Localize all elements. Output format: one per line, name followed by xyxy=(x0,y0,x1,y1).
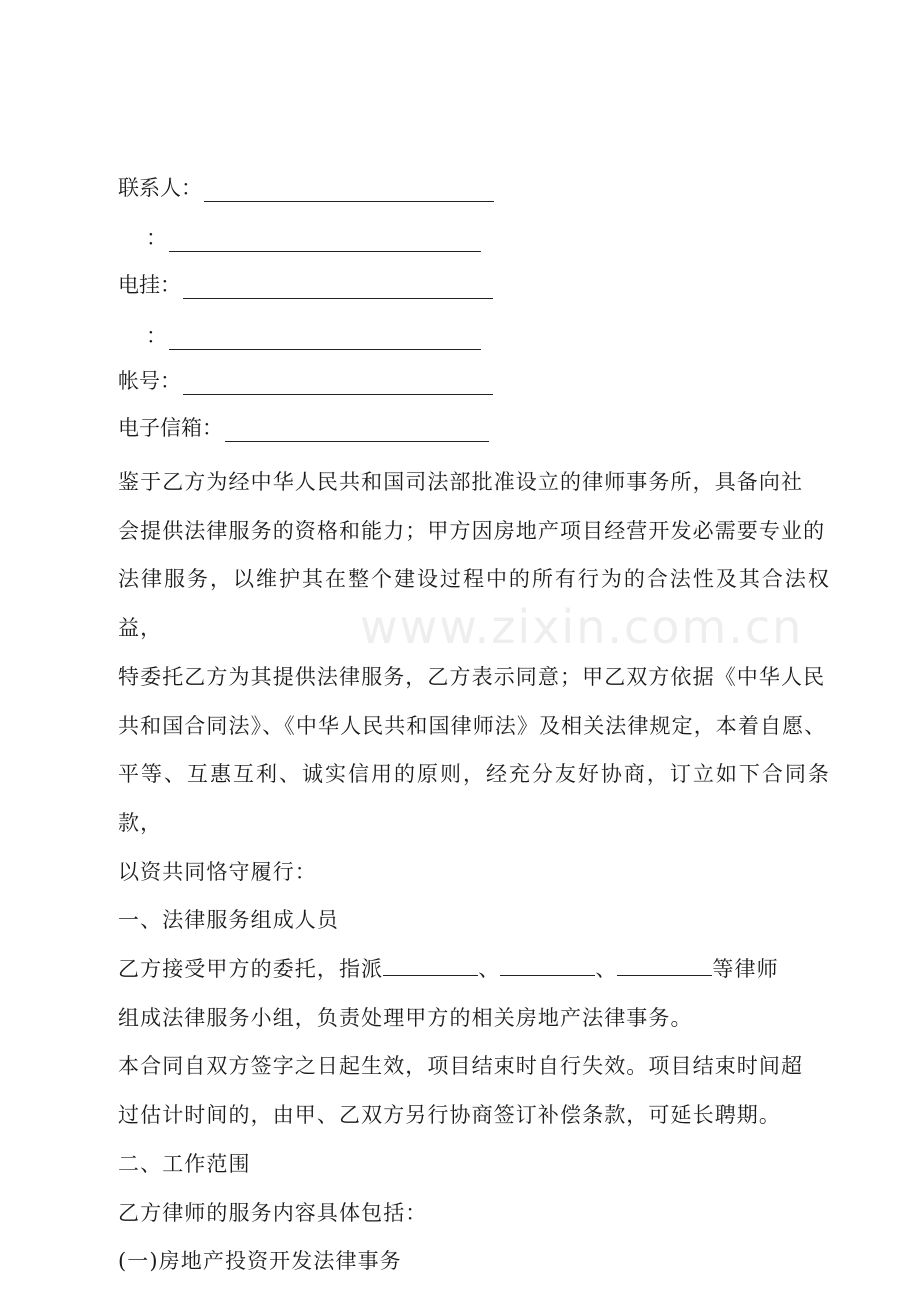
intro-line: 共和国合同法》、《中华人民共和国律师法》及相关法律规定，本着自愿、 xyxy=(118,713,827,738)
field-label: 电挂： xyxy=(118,273,181,297)
section-title: 二、工作范围 xyxy=(118,1151,251,1176)
contract-body xyxy=(118,458,830,1286)
text-span: 、 xyxy=(595,957,618,982)
text-span: 等律师 xyxy=(712,957,779,982)
telegraph-field xyxy=(118,271,493,299)
lawyer-name-blank xyxy=(500,955,595,976)
contact-person-field xyxy=(118,174,494,202)
body-line: 组成法律服务小组，负责处理甲方的相关房地产法律事务。 xyxy=(118,1005,693,1030)
body-line: 本合同自双方签字之日起生效，项目结束时自行失效。项目结束时间超 xyxy=(118,1054,804,1079)
blank-line xyxy=(204,181,494,202)
intro-line: 鉴于乙方为经中华人民共和国司法部批准设立的律师事务所，具备向社 xyxy=(118,470,804,494)
field-label: ： xyxy=(146,226,167,250)
list-item: (一)房地产投资开发法律事务 xyxy=(118,1249,402,1274)
blank-line xyxy=(183,374,493,395)
intro-line: 会提供法律服务的资格和能力；甲方因房地产项目经营开发必需要专业的 xyxy=(118,518,826,543)
assignment-line xyxy=(118,945,830,994)
body-line: 过估计时间的，由甲、乙双方另行协商签订补偿条款，可延长聘期。 xyxy=(118,1103,781,1128)
intro-line: 平等、互惠互利、诚实信用的原则，经充分友好协商，订立如下合同条款， xyxy=(118,762,830,835)
intro-line: 法律服务，以维护其在整个建设过程中的所有行为的合法性及其合法权益， xyxy=(118,567,830,641)
intro-line: 特委托乙方为其提供法律服务，乙方表示同意；甲乙双方依据《中华人民 xyxy=(118,664,826,689)
account-field xyxy=(118,367,493,395)
lawyer-name-blank xyxy=(617,955,712,976)
blank-line xyxy=(169,231,481,252)
watermark: www.zixin.com.cn xyxy=(360,600,804,654)
intro-line: 以资共同恪守履行： xyxy=(118,859,317,884)
blank-line xyxy=(225,421,489,442)
body-line: 乙方律师的服务内容具体包括： xyxy=(118,1200,428,1225)
blank-line xyxy=(169,329,481,350)
unnamed-field-2 xyxy=(146,322,481,350)
lawyer-name-blank xyxy=(383,955,478,976)
email-field xyxy=(118,414,489,442)
field-label: 帐号： xyxy=(118,369,181,393)
unnamed-field-1 xyxy=(146,224,481,252)
blank-line xyxy=(183,278,493,299)
field-label: 联系人： xyxy=(118,176,202,200)
text-span: 乙方接受甲方的委托，指派 xyxy=(118,957,384,982)
section-title: 一、法律服务组成人员 xyxy=(118,908,339,933)
field-label: 电子信箱： xyxy=(118,416,223,440)
text-span: 、 xyxy=(478,957,501,982)
field-label: ： xyxy=(146,324,167,348)
